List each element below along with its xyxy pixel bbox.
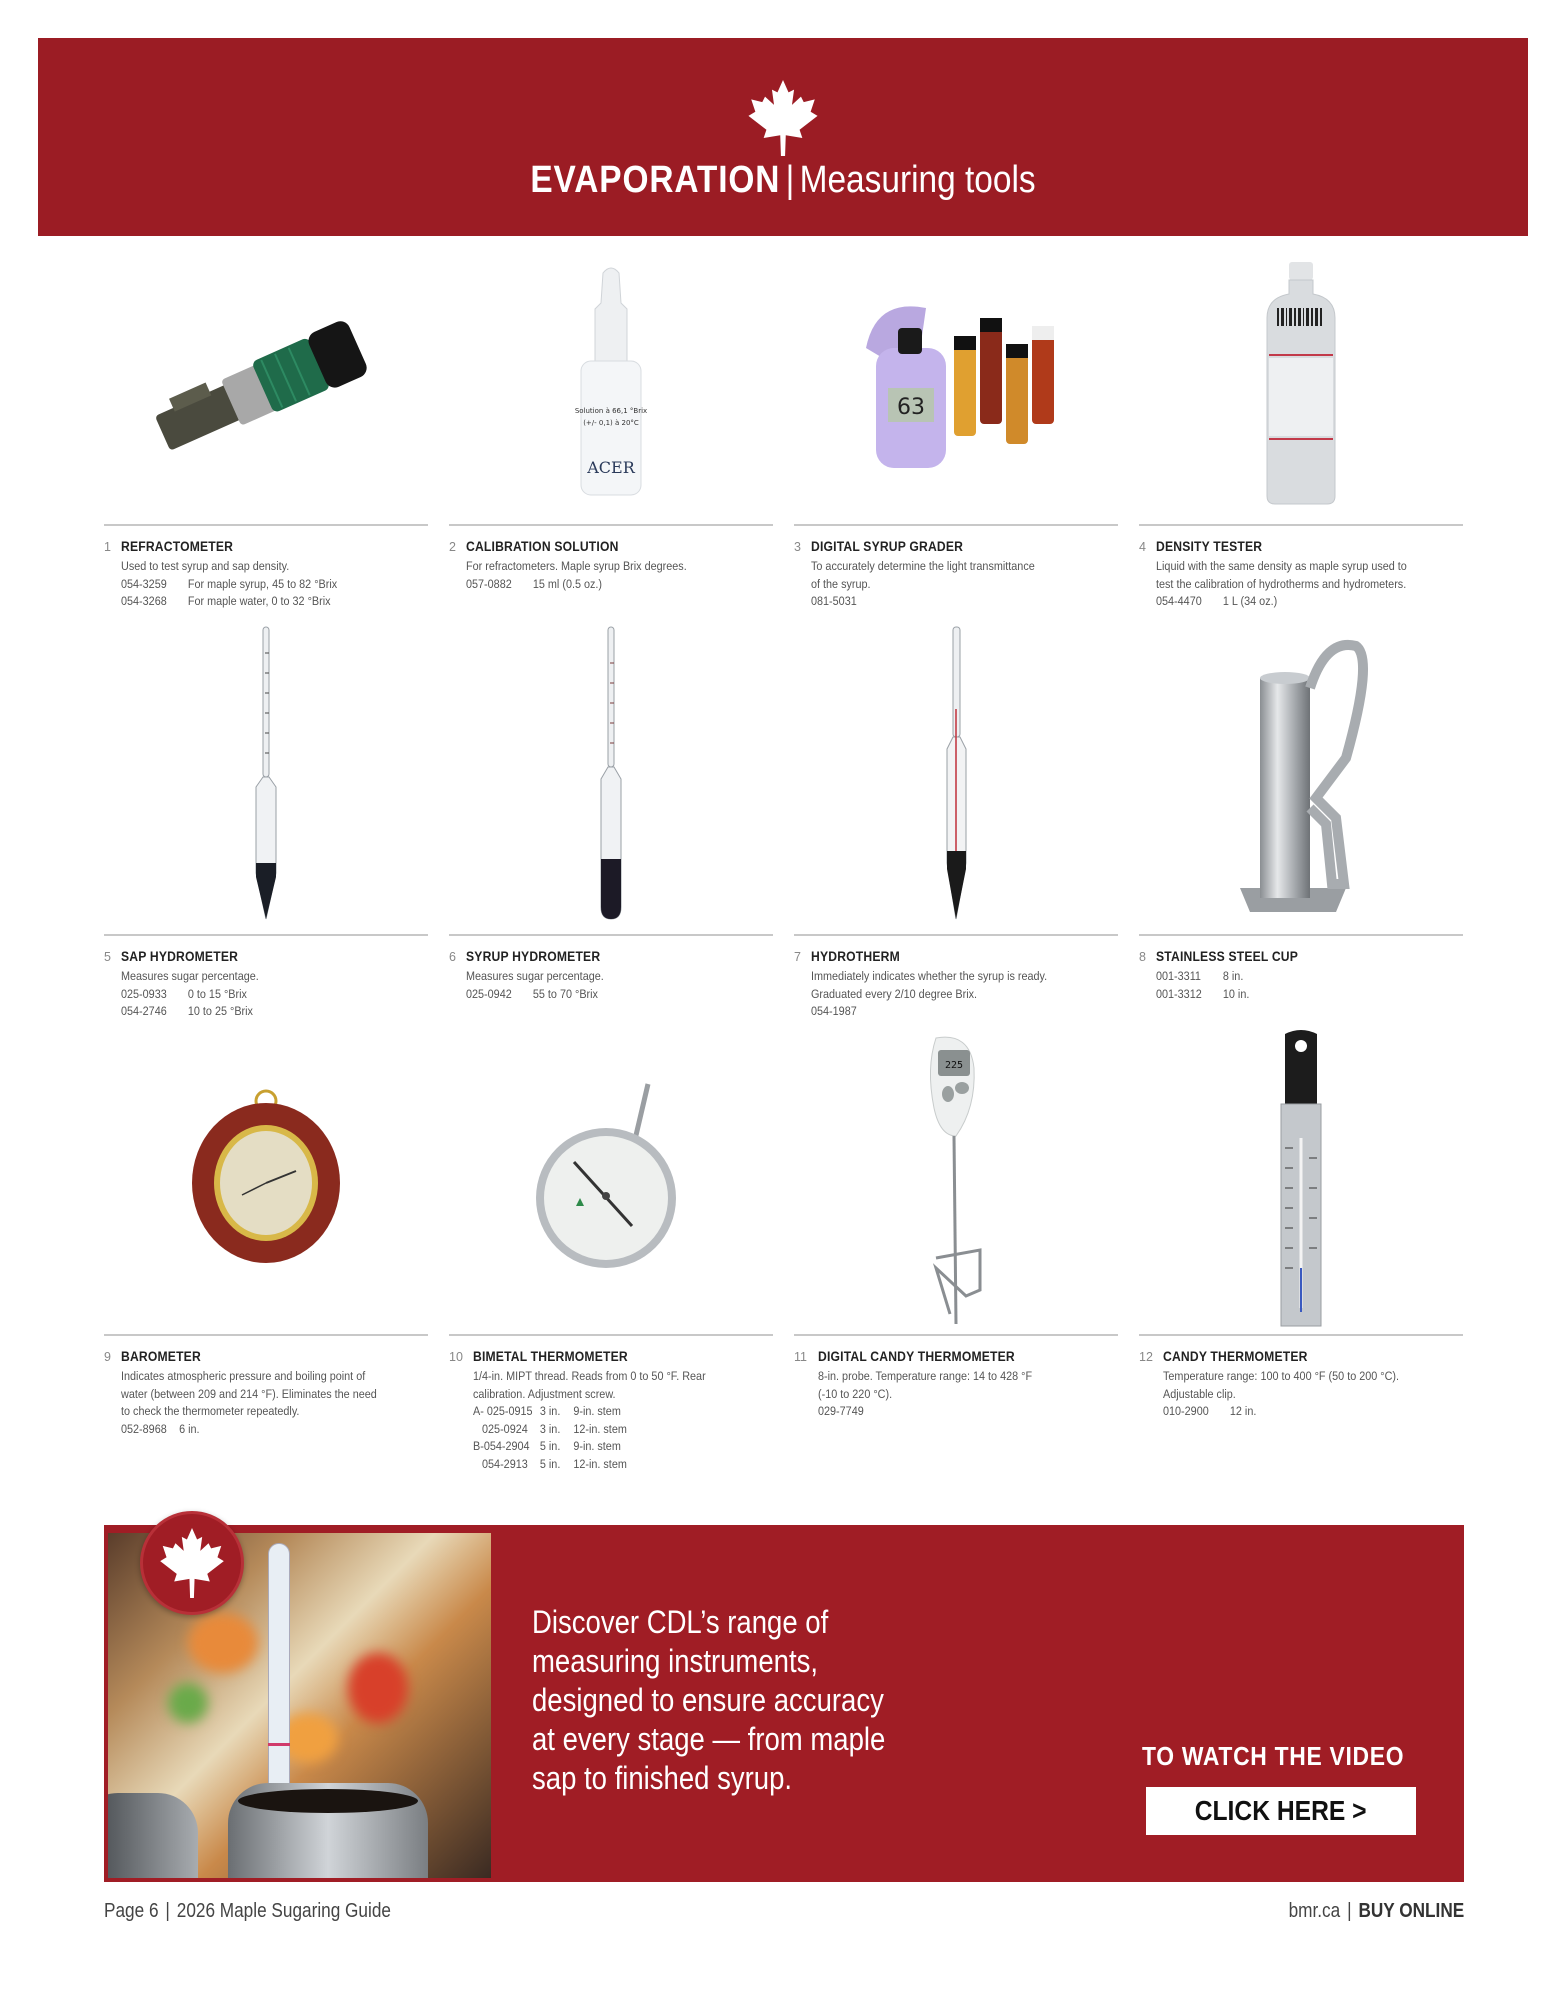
product-name: DENSITY TESTER — [1156, 539, 1263, 554]
description-line: water (between 209 and 214 °F). Eliminates the need — [121, 1386, 377, 1401]
sku-row — [1163, 1403, 1427, 1421]
product-description — [104, 558, 428, 611]
sku-row — [121, 1421, 391, 1439]
syrup-hydrometer-image — [449, 618, 773, 928]
sku-code: 010-2900 — [1163, 1404, 1209, 1418]
product-description — [794, 1368, 1118, 1421]
sku-code: A- 025-0915 — [473, 1404, 533, 1418]
product-name: BAROMETER — [121, 1349, 201, 1364]
item-number: 9 — [104, 1350, 111, 1364]
divider — [104, 934, 428, 936]
sku-desc: 12 in. — [1229, 1404, 1257, 1418]
description-line: Liquid with the same density as maple syrup used to — [1156, 559, 1407, 573]
description-line: Used to test syrup and sap density. — [121, 559, 290, 573]
digital-candy-thermometer-image — [794, 1028, 1118, 1328]
promo-text — [532, 1603, 893, 1798]
sku-desc: 6 in. — [179, 1421, 200, 1436]
sku-size: 3 in. — [539, 1421, 561, 1436]
product-name: DIGITAL CANDY THERMOMETER — [818, 1349, 1015, 1364]
steel-cup-image — [1139, 618, 1463, 928]
syrup-grader-image — [794, 248, 1118, 518]
footer-separator: | — [1346, 1900, 1352, 1922]
title-section: EVAPORATION — [530, 159, 781, 201]
sku-desc: 0 to 15 °Brix — [187, 986, 247, 1001]
sku-code: B-054-2904 — [473, 1439, 530, 1453]
description-line: Adjustable clip. — [1163, 1386, 1236, 1401]
sku-desc: 12-in. stem — [573, 1456, 627, 1471]
svg-text:Solution à 66,1 °Brix: Solution à 66,1 °Brix — [574, 407, 648, 415]
item-number: 1 — [104, 540, 111, 554]
product-name: REFRACTOMETER — [121, 539, 234, 554]
maple-leaf-icon — [160, 1528, 224, 1598]
sku-code: 054-1987 — [811, 1004, 857, 1018]
site-link[interactable]: bmr.ca — [1288, 1900, 1340, 1922]
svg-text:ACER: ACER — [587, 458, 635, 477]
product-name: BIMETAL THERMOMETER — [473, 1349, 628, 1364]
item-number: 6 — [449, 950, 456, 964]
sku-code: 057-0882 — [466, 576, 512, 591]
maple-leaf-icon — [748, 80, 818, 156]
description-line: calibration. Adjustment screw. — [473, 1386, 616, 1401]
divider — [1139, 934, 1463, 936]
sku-size: 3 in. — [539, 1404, 561, 1418]
item-number: 8 — [1139, 950, 1146, 964]
promo-text-line: sap to finished syrup. — [532, 1760, 793, 1796]
divider — [1139, 524, 1463, 526]
description-line: Graduated every 2/10 degree Brix. — [811, 986, 978, 1001]
product-name: DIGITAL SYRUP GRADER — [811, 539, 964, 554]
sku-code: 025-0924 — [473, 1421, 528, 1436]
page-title — [127, 156, 1438, 204]
sku-desc: For maple water, 0 to 32 °Brix — [187, 594, 331, 608]
product-name: HYDROTHERM — [811, 949, 900, 964]
sku-row — [121, 986, 391, 1004]
sku-desc: 8 in. — [1222, 969, 1244, 983]
sku-size: 5 in. — [539, 1439, 561, 1453]
watch-video-label: TO WATCH THE VIDEO — [1142, 1741, 1405, 1771]
product-description — [1139, 1368, 1463, 1421]
sku-row — [1156, 593, 1426, 611]
product-name: SYRUP HYDROMETER — [466, 949, 601, 964]
description-line: Measures sugar percentage. — [466, 969, 604, 983]
sku-row — [121, 1003, 391, 1021]
product-description — [449, 968, 773, 1003]
description-line: test the calibration of hydrotherms and hydrometers. — [1156, 576, 1407, 591]
barometer-image — [104, 1028, 428, 1328]
promo-text-line: at every stage — from maple — [532, 1721, 886, 1757]
divider — [449, 1334, 773, 1336]
divider — [449, 524, 773, 526]
product-description — [1139, 558, 1463, 611]
calibration-bottle-image — [449, 248, 773, 518]
product-name: STAINLESS STEEL CUP — [1156, 949, 1299, 964]
sku-desc: 9-in. stem — [573, 1439, 621, 1453]
product-description — [1139, 968, 1463, 1003]
hydrotherm-image — [794, 618, 1118, 928]
product-name: CALIBRATION SOLUTION — [466, 539, 619, 554]
description-line: Temperature range: 100 to 400 °F (50 to 200 °C). — [1163, 1369, 1400, 1383]
description-line: To accurately determine the light transmittance — [811, 559, 1035, 573]
divider — [1139, 1334, 1463, 1336]
sku-code: 001-3311 — [1156, 969, 1201, 983]
divider — [794, 1334, 1118, 1336]
section-header — [38, 38, 1528, 236]
divider — [449, 934, 773, 936]
description-line: of the syrup. — [811, 576, 871, 591]
sku-code: 054-3259 — [121, 576, 167, 591]
item-number: 2 — [449, 540, 456, 554]
promo-text-line: measuring instruments, — [532, 1643, 819, 1679]
video-promo-banner — [104, 1525, 1464, 1882]
bimetal-thermometer-image — [449, 1028, 773, 1328]
footer-right — [1288, 1900, 1464, 1923]
svg-text:(+/- 0,1) à 20°C: (+/- 0,1) à 20°C — [583, 419, 639, 427]
description-line: (-10 to 220 °C). — [818, 1386, 893, 1401]
sku-code: 081-5031 — [811, 594, 857, 608]
description-line: 8-in. probe. Temperature range: 14 to 428 °F — [818, 1369, 1033, 1383]
item-number: 5 — [104, 950, 111, 964]
sku-desc: 12-in. stem — [573, 1421, 627, 1436]
svg-text:63: 63 — [897, 395, 925, 420]
click-here-button[interactable] — [1146, 1787, 1416, 1835]
title-subsection: Measuring tools — [799, 159, 1036, 201]
divider — [794, 934, 1118, 936]
sku-desc: 1 L (34 oz.) — [1222, 594, 1278, 608]
item-number: 10 — [449, 1350, 463, 1364]
footer-left — [104, 1900, 391, 1923]
sku-code: 054-2746 — [121, 1004, 167, 1018]
density-bottle-image — [1139, 248, 1463, 518]
refractometer-image — [104, 248, 428, 518]
footer-separator: | — [165, 1900, 170, 1922]
click-here-label: CLICK HERE > — [1195, 1795, 1367, 1826]
svg-text:225: 225 — [944, 1060, 964, 1071]
sku-code: 029-7749 — [818, 1404, 864, 1418]
description-line: Indicates atmospheric pressure and boiling point of — [121, 1369, 366, 1383]
item-number: 7 — [794, 950, 801, 964]
sku-code: 054-2913 — [473, 1456, 528, 1471]
sku-row — [1156, 986, 1426, 1004]
sku-row — [466, 576, 736, 594]
product-description — [104, 968, 428, 1021]
item-number: 3 — [794, 540, 801, 554]
description-line: to check the thermometer repeatedly. — [121, 1404, 300, 1418]
sku-desc: For maple syrup, 45 to 82 °Brix — [187, 576, 338, 591]
product-description — [794, 558, 1118, 611]
description-line: Immediately indicates whether the syrup is ready. — [811, 969, 1048, 983]
sku-code: 001-3312 — [1156, 986, 1202, 1001]
page-number: Page 6 — [104, 1900, 159, 1922]
candy-thermometer-image — [1139, 1028, 1463, 1328]
sku-row — [121, 576, 391, 594]
product-description — [794, 968, 1118, 1021]
item-number: 12 — [1139, 1350, 1153, 1364]
sku-desc: 10 to 25 °Brix — [187, 1004, 253, 1018]
sku-row — [121, 593, 391, 611]
promo-text-line: Discover CDL’s range of — [532, 1604, 829, 1640]
sap-hydrometer-image — [104, 618, 428, 928]
buy-online-link[interactable]: BUY ONLINE — [1358, 1900, 1464, 1922]
product-name: SAP HYDROMETER — [121, 949, 239, 964]
divider — [794, 524, 1118, 526]
description-line: For refractometers. Maple syrup Brix degrees. — [466, 559, 687, 573]
divider — [104, 524, 428, 526]
sku-code: 052-8968 — [121, 1421, 167, 1436]
product-description — [449, 1368, 773, 1473]
divider — [104, 1334, 428, 1336]
sku-code: 025-0933 — [121, 986, 167, 1001]
page-footer — [104, 1900, 1464, 1926]
maple-leaf-badge — [140, 1511, 244, 1615]
description-line: 1/4-in. MIPT thread. Reads from 0 to 50 °F. Rear — [473, 1369, 706, 1383]
item-number: 4 — [1139, 540, 1146, 554]
sku-desc: 10 in. — [1222, 986, 1250, 1001]
sku-code: 054-3268 — [121, 594, 167, 608]
promo-text-line: designed to ensure accuracy — [532, 1682, 884, 1718]
sku-desc: 9-in. stem — [573, 1404, 621, 1418]
sku-row — [473, 1421, 737, 1439]
sku-code: 054-4470 — [1156, 594, 1202, 608]
item-number: 11 — [794, 1350, 807, 1364]
sku-row — [473, 1456, 737, 1474]
sku-row — [466, 986, 736, 1004]
sku-row — [473, 1403, 737, 1421]
sku-desc: 15 ml (0.5 oz.) — [532, 576, 603, 591]
product-description — [449, 558, 773, 593]
sku-desc: 55 to 70 °Brix — [532, 986, 598, 1001]
sku-size: 5 in. — [539, 1456, 561, 1471]
title-separator: | — [785, 159, 795, 201]
sku-row — [473, 1438, 737, 1456]
product-name: CANDY THERMOMETER — [1163, 1349, 1308, 1364]
sku-row — [1156, 968, 1426, 986]
sku-code: 025-0942 — [466, 986, 512, 1001]
guide-title: 2026 Maple Sugaring Guide — [176, 1900, 391, 1922]
description-line: Measures sugar percentage. — [121, 969, 259, 983]
product-description — [104, 1368, 428, 1438]
